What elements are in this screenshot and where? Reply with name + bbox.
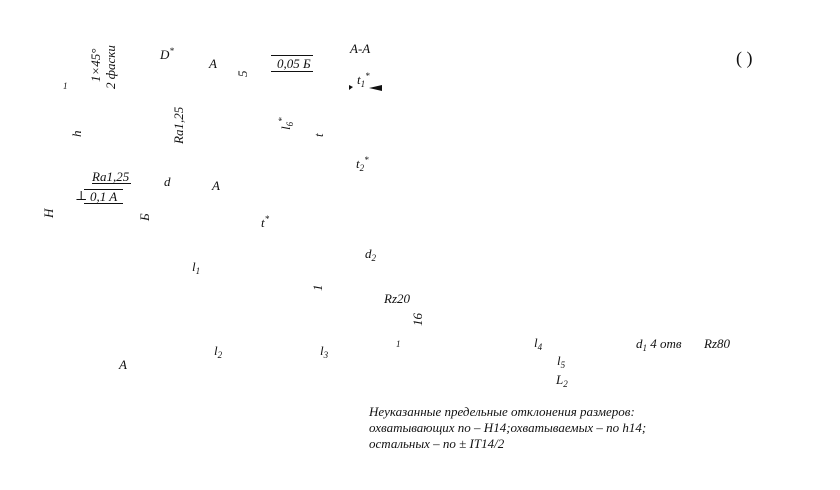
t1-label: $t_1^*$	[357, 71, 370, 89]
chamfer-count-label: 2 фаски	[103, 45, 118, 89]
section-mark-A-lower: A	[119, 357, 127, 372]
dimension-5: 5	[235, 70, 250, 77]
roughness-ra-horizontal: Ra1,25	[92, 169, 130, 184]
perpendicularity-tolerance-frame: 0,1 A	[84, 189, 123, 204]
l4-label: $l_4$	[534, 335, 543, 352]
diameter-d-label: d	[164, 174, 171, 189]
section-title: A-A	[350, 41, 371, 56]
section-mark-A: A	[209, 56, 217, 71]
chamfer-label: 1×45°	[88, 48, 103, 82]
dimension-1-small: 1	[63, 81, 68, 91]
l6-label: $l_6^*$	[277, 117, 295, 130]
dimension-1-vertical: 1	[310, 284, 325, 291]
l5-label: $l_5$	[557, 353, 566, 370]
perpendicularity-symbol: ⊥	[75, 188, 88, 203]
runout-tolerance-frame: 0,05 Б	[271, 55, 313, 72]
t2-label: $t_2^*$	[356, 155, 369, 173]
roughness-ra-vertical: Ra1,25	[171, 106, 186, 144]
height-H-label: H	[41, 208, 56, 218]
note-line-3: остальных – по ± IT14/2	[369, 436, 505, 451]
l3-label: $l_3$	[320, 343, 329, 360]
roughness-rz80: Rz80	[704, 336, 730, 351]
t-star-label: t*	[261, 214, 270, 230]
roughness-rz20: Rz20	[384, 291, 410, 306]
l2-label: $l_2$	[214, 343, 223, 360]
dimension-16: 16	[410, 313, 425, 326]
d2-label: $d_2$	[365, 246, 376, 263]
datum-A-mark: A	[212, 178, 220, 193]
datum-B-label: Б	[137, 213, 152, 221]
holes-d1-label: $d_1$ 4 отв	[636, 336, 682, 353]
height-h-label: h	[69, 130, 84, 137]
tolerance-note	[369, 404, 646, 452]
dimension-1-small-lower: 1	[396, 339, 401, 349]
l1-label: $l_1$	[192, 259, 201, 276]
diameter-D-label: D*	[160, 46, 174, 62]
note-line-2: охватывающих по – H14;охватываемых – по h14;	[369, 420, 647, 435]
t-label: t	[311, 133, 326, 137]
arrow-marker	[348, 84, 384, 92]
note-line-1: Неуказанные предельные отклонения размеров:	[369, 404, 635, 419]
parenthesis-mark: ( )	[736, 48, 753, 68]
L2-label: $L_2$	[556, 372, 568, 389]
